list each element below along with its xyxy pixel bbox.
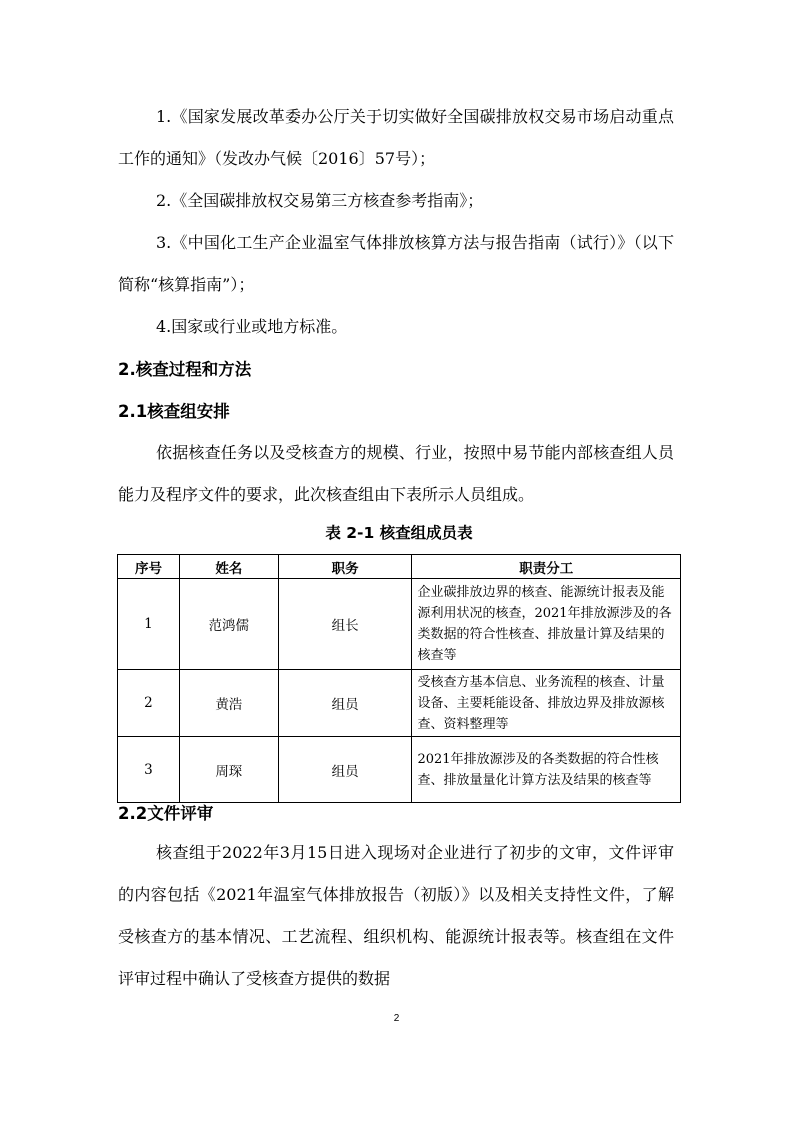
reference-item-1: 1.《国家发展改革委办公厅关于切实做好全国碳排放权交易市场启动重点工作的通知》（发改办气候〔2016〕57号）； [118, 107, 674, 168]
cell-duty: 2021年排放源涉及的各类数据的符合性核查、排放量量化计算方法及结果的核查等 [412, 737, 681, 803]
cell-role: 组员 [278, 737, 412, 803]
section-2-1-body: 依据核查任务以及受核查方的规模、行业，按照中易节能内部核查组人员能力及程序文件的要求，此次核查组由下表所示人员组成。 [118, 443, 674, 504]
table-title: 表 2-1 核查组成员表 [325, 524, 473, 542]
cell-no: 3 [118, 737, 180, 803]
header-role: 职务 [278, 555, 412, 579]
cell-name: 黄浩 [179, 670, 278, 737]
cell-name: 范鸿儒 [179, 579, 278, 670]
reference-item-2: 2.《全国碳排放权交易第三方核查参考指南》； [156, 191, 484, 210]
header-no: 序号 [118, 555, 180, 579]
table-row [118, 670, 681, 737]
header-name: 姓名 [179, 555, 278, 579]
table-header-row [118, 555, 681, 579]
cell-name: 周琛 [179, 737, 278, 803]
cell-role: 组长 [278, 579, 412, 670]
section-2-2-heading: 2.2文件评审 [118, 804, 214, 823]
staff-table [117, 554, 681, 803]
table-row [118, 579, 681, 670]
reference-item-3: 3.《中国化工生产企业温室气体排放核算方法与报告指南（试行）》（以下简称“核算指南”）； [118, 233, 674, 294]
page-number: 2 [393, 1013, 400, 1024]
header-duty: 职责分工 [412, 555, 681, 579]
section-2-heading: 2.核查过程和方法 [118, 360, 252, 379]
cell-no: 2 [118, 670, 180, 737]
cell-duty: 企业碳排放边界的核查、能源统计报表及能源利用状况的核查，2021年排放源涉及的各类数据的符合性核查、排放量计算及结果的核查等 [412, 579, 681, 670]
cell-no: 1 [118, 579, 180, 670]
table-row [118, 737, 681, 803]
section-2-2-body: 核查组于2022年3月15日进入现场对企业进行了初步的文审，文件评审的内容包括《2021年温室气体排放报告（初版）》以及相关支持性文件，了解受核查方的基本情况、工艺流程、组织机构、能源统计报表等。核查组在文件评审过程中确认了受核查方提供的数据 [118, 843, 674, 988]
section-2-1-heading: 2.1核查组安排 [118, 402, 230, 421]
reference-item-4: 4.国家或行业或地方标准。 [156, 317, 348, 336]
cell-role: 组员 [278, 670, 412, 737]
cell-duty: 受核查方基本信息、业务流程的核查、计量设备、主要耗能设备、排放边界及排放源核查、资料整理等 [412, 670, 681, 737]
